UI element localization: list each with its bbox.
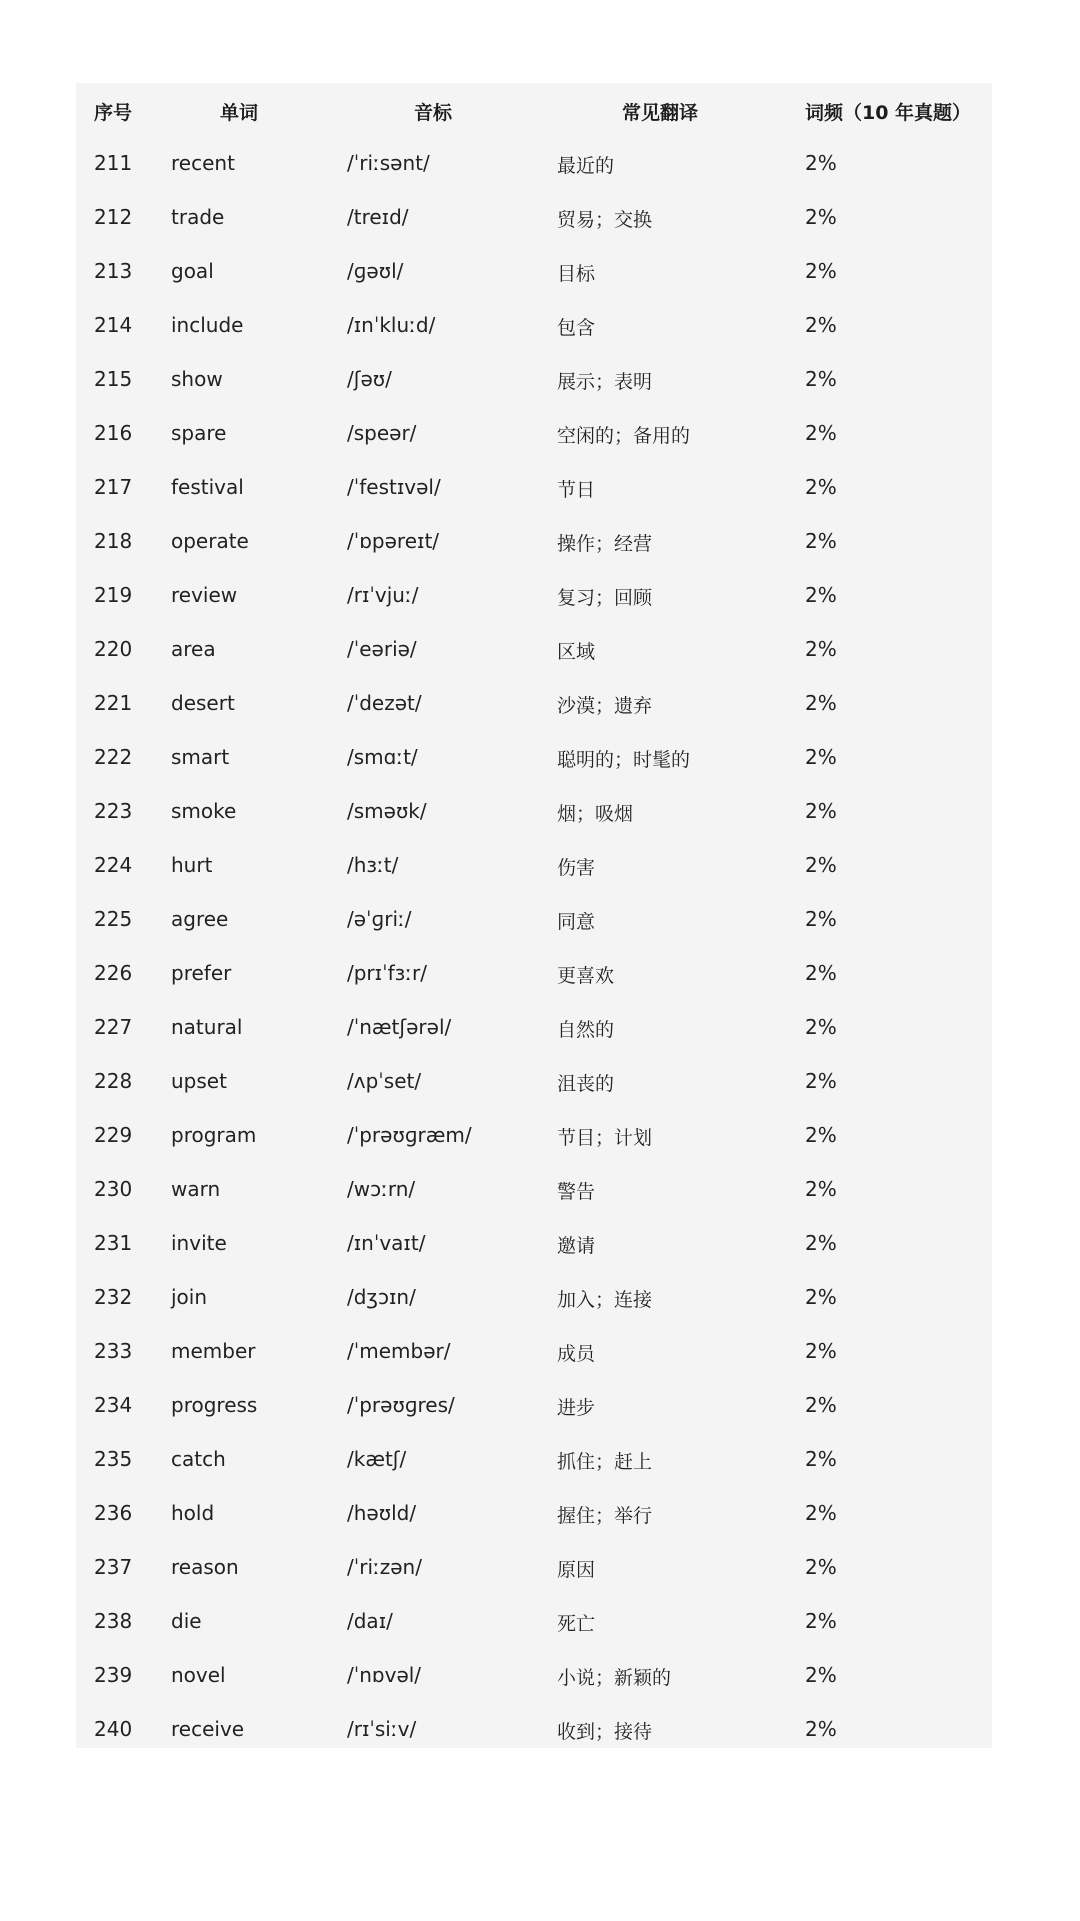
row-phonetic: /ˈɒpəreɪt/ bbox=[347, 529, 440, 553]
row-translation: 握住；举行 bbox=[557, 1505, 653, 1527]
row-frequency: 2% bbox=[805, 1717, 837, 1741]
table-row bbox=[76, 461, 992, 515]
row-translation: 伤害 bbox=[557, 857, 596, 879]
row-phonetic: /ˈnætʃərəl/ bbox=[347, 1015, 452, 1039]
row-word: hurt bbox=[171, 853, 213, 877]
row-frequency: 2% bbox=[805, 799, 837, 823]
row-frequency: 2% bbox=[805, 1663, 837, 1687]
row-index: 213 bbox=[94, 259, 133, 283]
table-row bbox=[76, 731, 992, 785]
row-frequency: 2% bbox=[805, 1177, 837, 1201]
row-index: 229 bbox=[94, 1123, 133, 1147]
row-word: join bbox=[171, 1285, 208, 1309]
table-row bbox=[76, 515, 992, 569]
row-index: 216 bbox=[94, 421, 133, 445]
row-phonetic: /hɜːt/ bbox=[347, 853, 399, 877]
row-phonetic: /ɪnˈvaɪt/ bbox=[347, 1231, 426, 1255]
row-translation: 成员 bbox=[557, 1343, 596, 1365]
row-phonetic: /rɪˈvjuː/ bbox=[347, 583, 419, 607]
table-row bbox=[76, 677, 992, 731]
row-translation: 同意 bbox=[557, 911, 596, 933]
row-word: goal bbox=[171, 259, 214, 283]
table-row bbox=[76, 245, 992, 299]
row-phonetic: /ˈprəʊɡres/ bbox=[347, 1393, 455, 1417]
row-index: 238 bbox=[94, 1609, 133, 1633]
row-translation: 空闲的；备用的 bbox=[557, 425, 691, 447]
table-row bbox=[76, 623, 992, 677]
row-phonetic: /speər/ bbox=[347, 421, 417, 445]
table-row bbox=[76, 353, 992, 407]
row-frequency: 2% bbox=[805, 1501, 837, 1525]
row-index: 234 bbox=[94, 1393, 133, 1417]
row-frequency: 2% bbox=[805, 151, 837, 175]
row-index: 224 bbox=[94, 853, 133, 877]
row-phonetic: /ʌpˈset/ bbox=[347, 1069, 422, 1093]
row-phonetic: /ˈeəriə/ bbox=[347, 637, 417, 661]
row-index: 225 bbox=[94, 907, 133, 931]
row-frequency: 2% bbox=[805, 1555, 837, 1579]
row-translation: 最近的 bbox=[557, 155, 615, 177]
row-frequency: 2% bbox=[805, 853, 837, 877]
row-frequency: 2% bbox=[805, 1015, 837, 1039]
row-index: 214 bbox=[94, 313, 133, 337]
row-word: progress bbox=[171, 1393, 258, 1417]
row-translation: 收到；接待 bbox=[557, 1721, 653, 1743]
row-index: 228 bbox=[94, 1069, 133, 1093]
row-frequency: 2% bbox=[805, 1447, 837, 1471]
row-translation: 死亡 bbox=[557, 1613, 596, 1635]
row-translation: 贸易；交换 bbox=[557, 209, 653, 231]
row-word: festival bbox=[171, 475, 244, 499]
row-frequency: 2% bbox=[805, 259, 837, 283]
header-translation: 常见翻译 bbox=[622, 102, 699, 124]
row-phonetic: /dʒɔɪn/ bbox=[347, 1285, 416, 1309]
table-row bbox=[76, 1433, 992, 1487]
header-phonetic: 音标 bbox=[414, 102, 453, 124]
row-index: 226 bbox=[94, 961, 133, 985]
table-row bbox=[76, 137, 992, 191]
table-row bbox=[76, 785, 992, 839]
row-word: smoke bbox=[171, 799, 237, 823]
row-frequency: 2% bbox=[805, 1069, 837, 1093]
row-translation: 邀请 bbox=[557, 1235, 596, 1257]
row-index: 236 bbox=[94, 1501, 133, 1525]
row-word: receive bbox=[171, 1717, 245, 1741]
table-row bbox=[76, 1595, 992, 1649]
row-index: 232 bbox=[94, 1285, 133, 1309]
row-translation: 小说；新颖的 bbox=[557, 1667, 672, 1689]
row-translation: 复习；回顾 bbox=[557, 587, 653, 609]
row-word: review bbox=[171, 583, 238, 607]
row-index: 211 bbox=[94, 151, 133, 175]
row-translation: 更喜欢 bbox=[557, 965, 615, 987]
row-word: show bbox=[171, 367, 223, 391]
row-frequency: 2% bbox=[805, 691, 837, 715]
table-row bbox=[76, 1217, 992, 1271]
row-frequency: 2% bbox=[805, 583, 837, 607]
row-word: prefer bbox=[171, 961, 232, 985]
row-phonetic: /daɪ/ bbox=[347, 1609, 393, 1633]
row-phonetic: /wɔːrn/ bbox=[347, 1177, 416, 1201]
header-frequency: 词频（10 年真题） bbox=[805, 102, 972, 124]
row-phonetic: /treɪd/ bbox=[347, 205, 409, 229]
row-translation: 自然的 bbox=[557, 1019, 615, 1041]
row-index: 215 bbox=[94, 367, 133, 391]
row-word: novel bbox=[171, 1663, 226, 1687]
table-row bbox=[76, 191, 992, 245]
row-translation: 节日 bbox=[557, 479, 596, 501]
row-phonetic: /ˈriːzən/ bbox=[347, 1555, 422, 1579]
table-row bbox=[76, 1109, 992, 1163]
table-row bbox=[76, 1001, 992, 1055]
table-row bbox=[76, 1055, 992, 1109]
row-phonetic: /sməʊk/ bbox=[347, 799, 427, 823]
row-translation: 节目；计划 bbox=[557, 1127, 653, 1149]
row-frequency: 2% bbox=[805, 475, 837, 499]
row-phonetic: /kætʃ/ bbox=[347, 1447, 407, 1471]
row-frequency: 2% bbox=[805, 529, 837, 553]
vocabulary-table bbox=[76, 83, 992, 1748]
table-row bbox=[76, 1163, 992, 1217]
row-phonetic: /əˈɡriː/ bbox=[347, 907, 412, 931]
row-translation: 加入；连接 bbox=[557, 1289, 653, 1311]
row-translation: 区域 bbox=[557, 641, 596, 663]
table-row bbox=[76, 947, 992, 1001]
row-word: smart bbox=[171, 745, 230, 769]
row-phonetic: /ˈriːsənt/ bbox=[347, 151, 430, 175]
row-word: include bbox=[171, 313, 244, 337]
row-word: program bbox=[171, 1123, 257, 1147]
row-index: 212 bbox=[94, 205, 133, 229]
row-index: 233 bbox=[94, 1339, 133, 1363]
table-row bbox=[76, 1487, 992, 1541]
row-index: 230 bbox=[94, 1177, 133, 1201]
row-frequency: 2% bbox=[805, 1123, 837, 1147]
table-row bbox=[76, 1649, 992, 1703]
header-word: 单词 bbox=[220, 102, 259, 124]
row-index: 220 bbox=[94, 637, 133, 661]
row-index: 231 bbox=[94, 1231, 133, 1255]
row-word: recent bbox=[171, 151, 235, 175]
row-word: spare bbox=[171, 421, 227, 445]
row-frequency: 2% bbox=[805, 961, 837, 985]
row-frequency: 2% bbox=[805, 745, 837, 769]
row-index: 219 bbox=[94, 583, 133, 607]
row-phonetic: /ɡəʊl/ bbox=[347, 259, 404, 283]
row-word: area bbox=[171, 637, 216, 661]
table-row bbox=[76, 893, 992, 947]
row-index: 223 bbox=[94, 799, 133, 823]
table-row bbox=[76, 1379, 992, 1433]
row-word: trade bbox=[171, 205, 225, 229]
row-word: reason bbox=[171, 1555, 239, 1579]
table-row bbox=[76, 569, 992, 623]
row-frequency: 2% bbox=[805, 1231, 837, 1255]
row-frequency: 2% bbox=[805, 1609, 837, 1633]
row-index: 239 bbox=[94, 1663, 133, 1687]
row-frequency: 2% bbox=[805, 907, 837, 931]
row-word: upset bbox=[171, 1069, 227, 1093]
row-translation: 目标 bbox=[557, 263, 596, 285]
row-index: 218 bbox=[94, 529, 133, 553]
row-word: catch bbox=[171, 1447, 226, 1471]
row-phonetic: /rɪˈsiːv/ bbox=[347, 1717, 417, 1741]
row-phonetic: /prɪˈfɜːr/ bbox=[347, 961, 427, 985]
header-index: 序号 bbox=[94, 102, 133, 124]
row-translation: 展示；表明 bbox=[557, 371, 653, 393]
row-translation: 聪明的；时髦的 bbox=[557, 749, 691, 771]
row-word: agree bbox=[171, 907, 229, 931]
row-phonetic: /ˈmembər/ bbox=[347, 1339, 451, 1363]
row-frequency: 2% bbox=[805, 1339, 837, 1363]
row-translation: 烟；吸烟 bbox=[557, 803, 634, 825]
row-translation: 进步 bbox=[557, 1397, 596, 1419]
row-translation: 警告 bbox=[557, 1181, 596, 1203]
row-word: warn bbox=[171, 1177, 221, 1201]
table-row bbox=[76, 1703, 992, 1757]
table-row bbox=[76, 1325, 992, 1379]
row-frequency: 2% bbox=[805, 1285, 837, 1309]
row-phonetic: /ɪnˈkluːd/ bbox=[347, 313, 436, 337]
table-row bbox=[76, 839, 992, 893]
row-frequency: 2% bbox=[805, 313, 837, 337]
row-word: desert bbox=[171, 691, 235, 715]
row-frequency: 2% bbox=[805, 421, 837, 445]
row-frequency: 2% bbox=[805, 1393, 837, 1417]
row-index: 240 bbox=[94, 1717, 133, 1741]
row-index: 221 bbox=[94, 691, 133, 715]
row-phonetic: /smɑːt/ bbox=[347, 745, 418, 769]
row-translation: 原因 bbox=[557, 1559, 596, 1581]
row-phonetic: /ˈnɒvəl/ bbox=[347, 1663, 422, 1687]
row-translation: 操作；经营 bbox=[557, 533, 653, 555]
row-translation: 沮丧的 bbox=[557, 1073, 615, 1095]
row-word: hold bbox=[171, 1501, 215, 1525]
row-translation: 抓住；赶上 bbox=[557, 1451, 653, 1473]
row-phonetic: /ˈprəʊɡræm/ bbox=[347, 1123, 472, 1147]
row-index: 217 bbox=[94, 475, 133, 499]
row-index: 235 bbox=[94, 1447, 133, 1471]
row-frequency: 2% bbox=[805, 637, 837, 661]
row-word: natural bbox=[171, 1015, 243, 1039]
table-row bbox=[76, 1271, 992, 1325]
row-phonetic: /ˈfestɪvəl/ bbox=[347, 475, 441, 499]
row-frequency: 2% bbox=[805, 205, 837, 229]
row-phonetic: /ʃəʊ/ bbox=[347, 367, 392, 391]
row-translation: 沙漠；遗弃 bbox=[557, 695, 653, 717]
row-word: die bbox=[171, 1609, 202, 1633]
table-row bbox=[76, 299, 992, 353]
row-phonetic: /həʊld/ bbox=[347, 1501, 417, 1525]
row-word: invite bbox=[171, 1231, 227, 1255]
row-word: operate bbox=[171, 529, 249, 553]
table-row bbox=[76, 407, 992, 461]
row-word: member bbox=[171, 1339, 256, 1363]
row-frequency: 2% bbox=[805, 367, 837, 391]
row-index: 237 bbox=[94, 1555, 133, 1579]
row-index: 222 bbox=[94, 745, 133, 769]
row-translation: 包含 bbox=[557, 317, 596, 339]
table-header-row bbox=[76, 83, 992, 137]
row-index: 227 bbox=[94, 1015, 133, 1039]
table-row bbox=[76, 1541, 992, 1595]
row-phonetic: /ˈdezət/ bbox=[347, 691, 422, 715]
